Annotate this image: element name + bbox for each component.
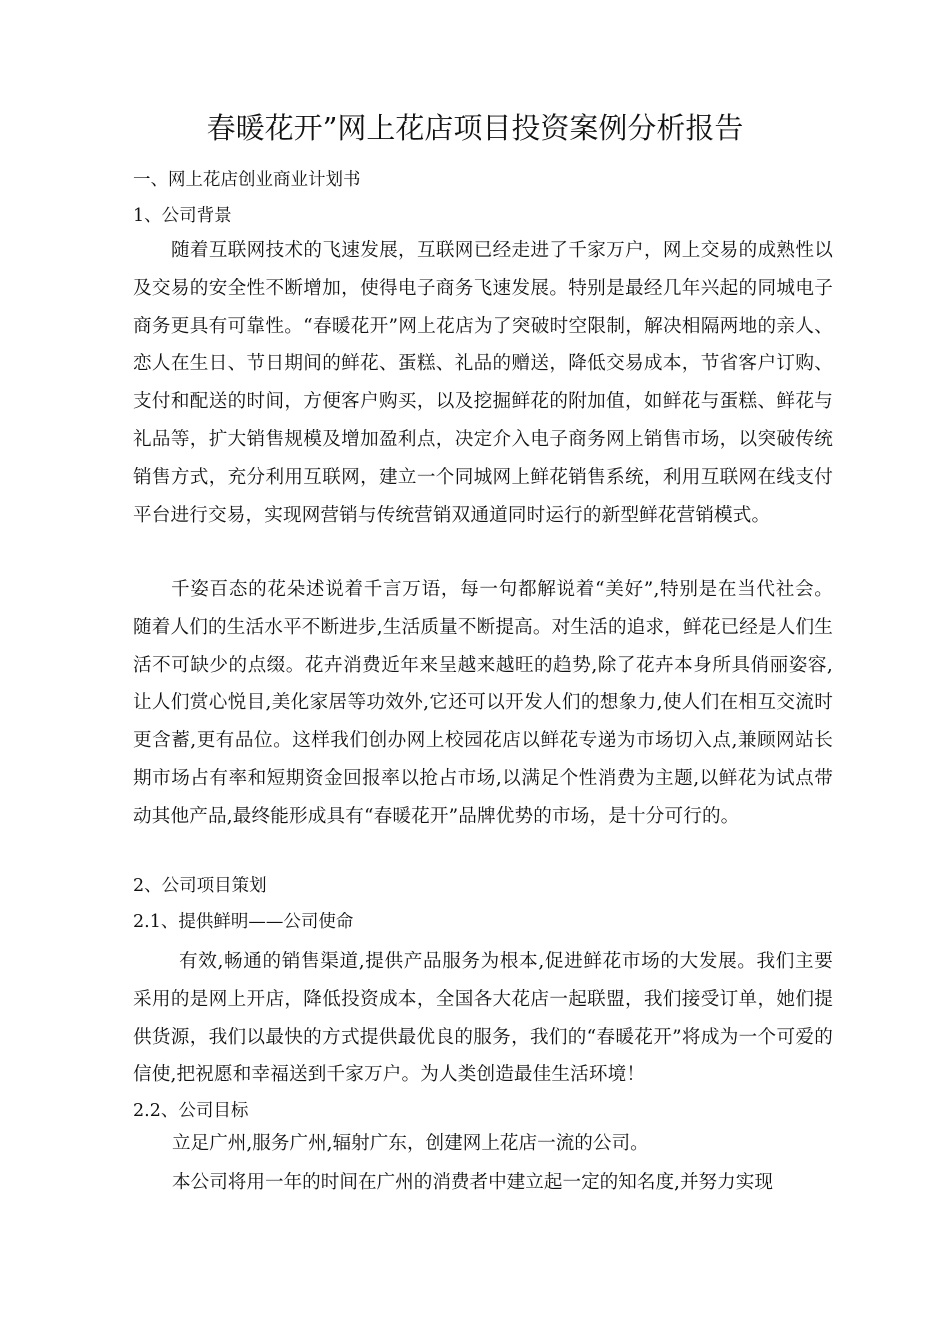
paragraph-company-background: 随着互联网技术的飞速发展，互联网已经走进了千家万户，网上交易的成熟性以及交易的安全性不断增加，使得电子商务飞速发展。特别是最经几年兴起的同城电子商务更具有可靠性。“春暖花开”网上花店为了突破时空限制，解决相隔两地的亲人、恋人在生日、节日期间的鲜花、蛋糕、礼品的赠送，降低交易成本，节省客户订购、支付和配送的时间，方便客户购买，以及挖掘鲜花的附加值，如鲜花与蛋糕、鲜花与礼品等，扩大销售规模及增加盈利点，决定介入电子商务网上销售市场，以突破传统销售方式，充分利用互联网，建立一个同城网上鲜花销售系统，利用互联网在线支付平台进行交易，实现网营销与传统营销双通道同时运行的新型鲜花营销模式。 — [133, 240, 833, 526]
section-heading-2-2: 2.2、公司目标 — [133, 1101, 249, 1121]
paragraph-company-mission: 有效,畅通的销售渠道,提供产品服务为根本,促进鲜花市场的大发展。我们主要采用的是网上开店，降低投资成本，全国各大花店一起联盟，我们接受订单，她们提供货源，我们以最快的方式提供最优良的服务，我们的“春暖花开”将成为一个可爱的信使,把祝愿和幸福送到千家万户。为人类创造最佳生活环境！ — [133, 951, 833, 1086]
section-heading-1: 一、网上花店创业商业计划书 — [133, 170, 361, 190]
section-heading-1-1: 1、公司背景 — [133, 206, 232, 226]
goal-line-2: 本公司将用一年的时间在广州的消费者中建立起一定的知名度,并努力实现 — [172, 1172, 773, 1193]
paragraph-flower-market: 千姿百态的花朵述说着千言万语，每一句都解说着“美好”,特别是在当代社会。随着人们的生活水平不断进步,生活质量不断提高。对生活的追求，鲜花已经是人们生活不可缺少的点缀。花卉消费近年来呈越来越旺的趋势,除了花卉本身所具俏丽姿容,让人们赏心悦目,美化家居等功效外,它还可以开发人们的想象力,使人们在相互交流时更含蓄,更有品位。这样我们创办网上校园花店以鲜花专递为市场切入点,兼顾网站长期市场占有率和短期资金回报率以抢占市场,以满足个性消费为主题,以鲜花为试点带动其他产品,最终能形成具有“春暖花开”品牌优势的市场，是十分可行的。 — [133, 579, 833, 827]
document-title: 春暖花开”网上花店项目投资案例分析报告 — [206, 111, 744, 145]
section-heading-2-1: 2.1、提供鲜明——公司使命 — [133, 912, 354, 932]
goal-line-1: 立足广州,服务广州,辐射广东，创建网上花店一流的公司。 — [172, 1133, 649, 1154]
section-heading-2: 2、公司项目策划 — [133, 876, 267, 896]
